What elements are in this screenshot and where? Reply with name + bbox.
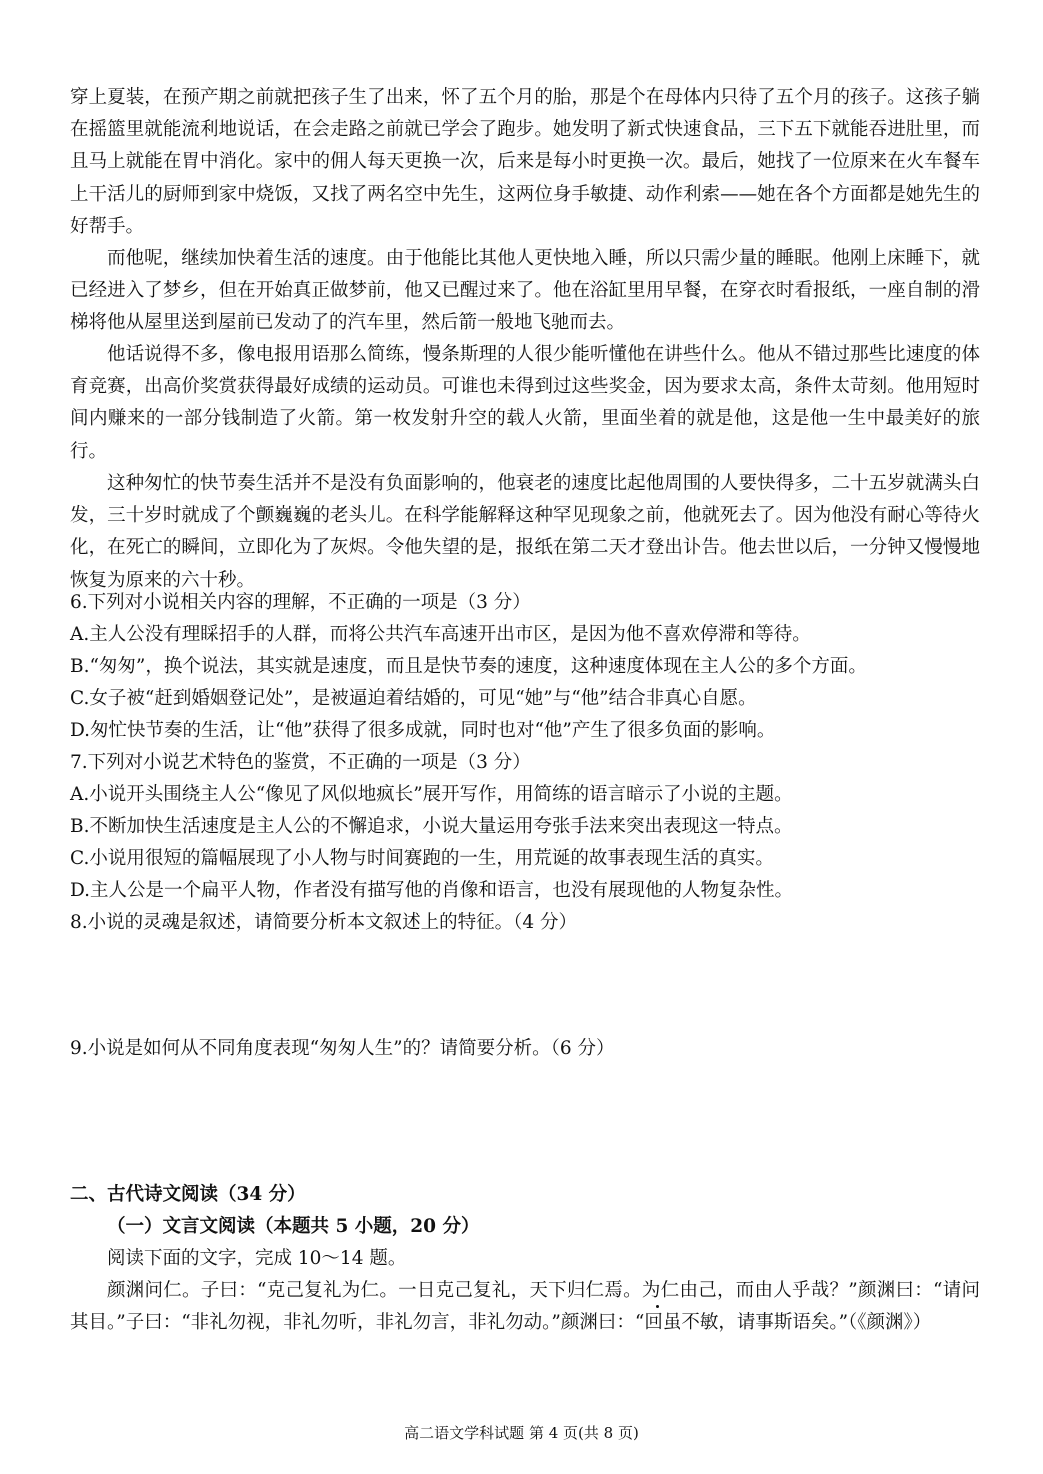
question-9: 9.小说是如何从不同角度表现“匆匆人生”的？请简要分析。（6 分） (70, 1038, 615, 1059)
story-paragraph-3: 他话说得不多，像电报用语那么简练，慢条斯理的人很少能听懂他在讲些什么。他从不错过那些比速度的体育竞赛，出高价奖赏获得最好成绩的运动员。可谁也未得到过这些奖金，因为要求太高，条件太苛刻。他用短时间内赚来的一部分钱制造了火箭。第一枚发射升空的载人火箭，里面坐着的就是他，这是他一生中最美好的旅行。 (70, 344, 980, 462)
question-6-option-c: C.女子被“赶到婚姻登记处”，是被逼迫着结婚的，可见“她”与“他”结合非真心自愿。 (70, 688, 757, 709)
story-paragraph-4: 这种匆忙的快节奏生活并不是没有负面影响的，他衰老的速度比起他周围的人要快得多，二十五岁就满头白发，三十岁时就成了个颤巍巍的老头儿。在科学能解释这种罕见现象之前，他就死去了。因为他没有耐心等待火化，在死亡的瞬间，立即化为了灰烬。令他失望的是，报纸在第二天才登出讣告。他去世以后，一分钟又慢慢地恢复为原来的六十秒。 (70, 473, 980, 591)
page-footer: 高二语文学科试题 第 4 页(共 8 页) (404, 1424, 639, 1442)
question-6-option-d: D.匆忙快节奏的生活，让“他”获得了很多成就，同时也对“他”产生了很多负面的影响。 (70, 720, 776, 741)
story-paragraph-1: 穿上夏装，在预产期之前就把孩子生了出来，怀了五个月的胎，那是个在母体内只待了五个月的孩子。这孩子躺在摇篮里就能流利地说话，在会走路之前就已学会了跑步。她发明了新式快速食品，三下五下就能吞进肚里，而且马上就能在胃中消化。家中的佣人每天更换一次，后来是每小时更换一次。最后，她找了一位原来在火车餐车上干活儿的厨师到家中烧饭，又找了两名空中先生，这两位身手敏捷、动作利索——她在各个方面都是她先生的好帮手。 (70, 87, 980, 237)
emphasis-dot-mark (656, 1305, 659, 1308)
question-7-option-b: B.不断加快生活速度是主人公的不懈追求，小说大量运用夸张手法来突出表现这一特点。 (70, 816, 793, 837)
classical-passage: 颜渊问仁。子曰：“克己复礼为仁。一日克己复礼，天下归仁焉。为仁由己，而由人乎哉？”颜渊曰：“请问其目。”子曰：“非礼勿视，非礼勿听，非礼勿言，非礼勿动。”颜渊曰：“回虽不敏，请事斯语矣。”（《颜渊》） (70, 1280, 980, 1334)
story-paragraph-2: 而他呢，继续加快着生活的速度。由于他能比其他人更快地入睡，所以只需少量的睡眠。他刚上床睡下，就已经进入了梦乡，但在开始真正做梦前，他又已醒过来了。他在浴缸里用早餐，在穿衣时看报纸，一座自制的滑梯将他从屋里送到屋前已发动了的汽车里，然后箭一般地飞驰而去。 (70, 248, 980, 334)
question-6-option-a: A.主人公没有理睬招手的人群，而将公共汽车高速开出市区，是因为他不喜欢停滞和等待。 (70, 624, 811, 645)
question-7-option-a: A.小说开头围绕主人公“像见了风似地疯长”展开写作，用简练的语言暗示了小说的主题。 (70, 784, 793, 805)
question-7-option-c: C.小说用很短的篇幅展现了小人物与时间赛跑的一生，用荒诞的故事表现生活的真实。 (70, 848, 774, 869)
section-2-subheading: （一）文言文阅读（本题共 5 小题，20 分） (107, 1216, 480, 1237)
reading-instruction: 阅读下面的文字，完成 10～14 题。 (107, 1248, 407, 1269)
question-6-stem: 6.下列对小说相关内容的理解，不正确的一项是（3 分） (70, 592, 531, 613)
question-7-stem: 7.下列对小说艺术特色的鉴赏，不正确的一项是（3 分） (70, 752, 531, 773)
question-8: 8.小说的灵魂是叙述，请简要分析本文叙述上的特征。（4 分） (70, 912, 578, 933)
section-2-heading: 二、古代诗文阅读（34 分） (70, 1184, 306, 1205)
question-7-option-d: D.主人公是一个扁平人物，作者没有描写他的肖像和语言，也没有展现他的人物复杂性。 (70, 880, 794, 901)
question-6-option-b: B.“匆匆”，换个说法，其实就是速度，而且是快节奏的速度，这种速度体现在主人公的多个方面。 (70, 656, 867, 677)
